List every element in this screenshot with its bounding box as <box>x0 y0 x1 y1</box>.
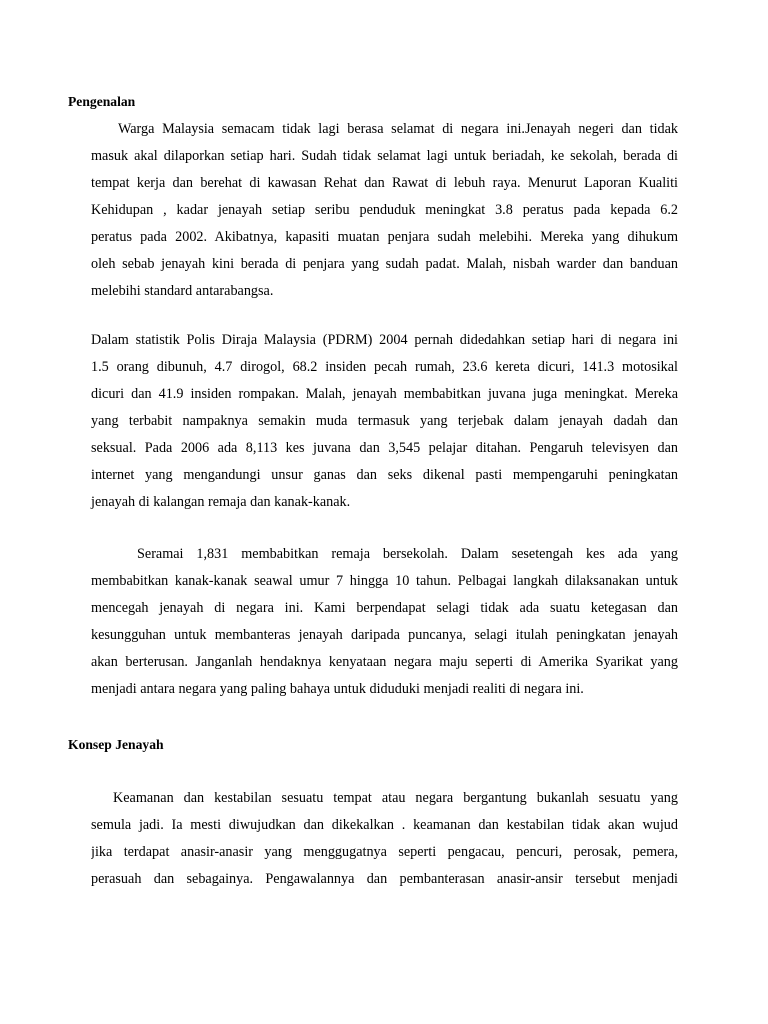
section-heading-pengenalan: Pengenalan <box>68 94 136 109</box>
paragraph-line: akan berterusan. Janganlah hendaknya kenyataan negara maju seperti di Amerika Syarikat yang <box>91 654 678 670</box>
paragraph-line: Warga Malaysia semacam tidak lagi berasa selamat di negara ini.Jenayah negeri dan tidak <box>118 121 678 137</box>
paragraph-line: Seramai 1,831 membabitkan remaja bersekolah. Dalam sesetengah kes ada yang <box>137 546 678 562</box>
paragraph-line: jenayah di kalangan remaja dan kanak-kanak. <box>91 494 351 510</box>
paragraph-line: oleh sebab jenayah kini berada di penjara yang sudah padat. Malah, nisbah warder dan banduan <box>91 256 678 272</box>
paragraph-line: internet yang mengandungi unsur ganas dan seks dikenal pasti mempengaruhi peningkatan <box>91 467 678 483</box>
paragraph-line: perasuah dan sebagainya. Pengawalannya dan pembanterasan anasir-ansir tersebut menjadi <box>91 871 678 887</box>
paragraph-line: Dalam statistik Polis Diraja Malaysia (PDRM) 2004 pernah didedahkan setiap hari di negara ini <box>91 332 678 348</box>
paragraph-line: tempat kerja dan berehat di kawasan Rehat dan Rawat di lebuh raya. Menurut Laporan Kualiti <box>91 175 678 191</box>
paragraph-line: mencegah jenayah di negara ini. Kami berpendapat selagi tidak ada suatu ketegasan dan <box>91 600 678 616</box>
paragraph-line: peratus pada 2002. Akibatnya, kapasiti muatan penjara sudah melebihi. Mereka yang dihukum <box>91 229 678 245</box>
paragraph-line: 1.5 orang dibunuh, 4.7 dirogol, 68.2 insiden pecah rumah, 23.6 kereta dicuri, 141.3 motosikal <box>91 359 678 375</box>
section-heading-konsep-jenayah: Konsep Jenayah <box>68 737 164 752</box>
paragraph-intro-2 <box>91 327 678 516</box>
paragraph-line: kesungguhan untuk membanteras jenayah daripada puncanya, selagi itulah peningkatan jenayah <box>91 627 678 643</box>
paragraph-line: dicuri dan 41.9 insiden rompakan. Malah, jenayah membabitkan juvana juga meningkat. Mereka <box>91 386 678 402</box>
paragraph-line: membabitkan kanak-kanak seawal umur 7 hingga 10 tahun. Pelbagai langkah dilaksanakan untuk <box>91 573 678 589</box>
paragraph-line: semula jadi. Ia mesti diwujudkan dan dikekalkan . keamanan dan kestabilan tidak akan wujud <box>91 817 678 833</box>
paragraph-line: Kehidupan , kadar jenayah setiap seribu penduduk meningkat 3.8 peratus pada kepada 6.2 <box>91 202 678 218</box>
paragraph-line: jika terdapat anasir-anasir yang menggugatnya seperti pengacau, pencuri, perosak, pemera, <box>91 844 678 860</box>
paragraph-line: seksual. Pada 2006 ada 8,113 kes juvana dan 3,545 pelajar ditahan. Pengaruh televisyen dan <box>91 440 678 456</box>
paragraph-konsep-1 <box>91 785 678 893</box>
paragraph-line: yang terbabit nampaknya semakin muda termasuk yang terjebak dalam jenayah dadah dan <box>91 413 678 429</box>
paragraph-line: melebihi standard antarabangsa. <box>91 283 274 299</box>
paragraph-line: menjadi antara negara yang paling bahaya untuk diduduki menjadi realiti di negara ini. <box>91 681 584 697</box>
paragraph-intro-1 <box>91 116 678 305</box>
paragraph-line: masuk akal dilaporkan setiap hari. Sudah tidak selamat lagi untuk beriadah, ke sekolah, berada di <box>91 148 678 164</box>
paragraph-intro-3 <box>91 541 678 703</box>
paragraph-line: Keamanan dan kestabilan sesuatu tempat atau negara bergantung bukanlah sesuatu yang <box>113 790 678 806</box>
